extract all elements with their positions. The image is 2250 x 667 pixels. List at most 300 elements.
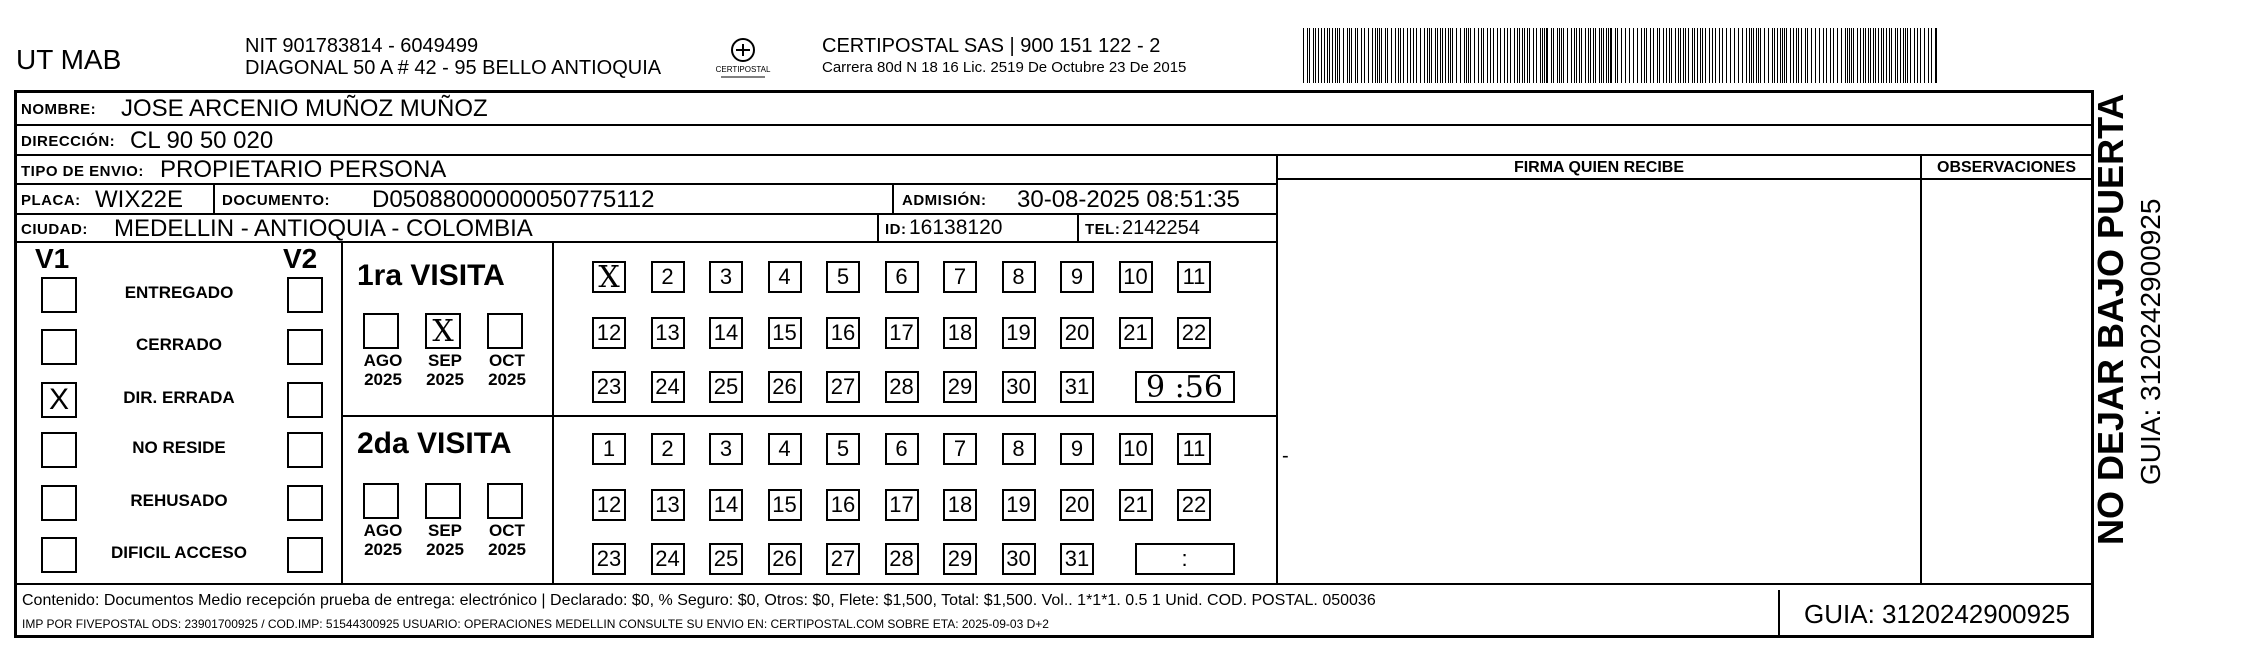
barcode-bar (1705, 28, 1706, 83)
day-box[interactable]: 22 (1177, 489, 1211, 521)
month-label (481, 351, 533, 389)
barcode-bar (1368, 28, 1369, 83)
day-box[interactable]: 21 (1119, 317, 1153, 349)
barcode-bar (1702, 28, 1703, 83)
barcode-bar (1307, 28, 1308, 83)
day-box[interactable]: 6 (885, 433, 919, 465)
visit-separator (341, 415, 1276, 417)
barcode-bar (1644, 28, 1645, 83)
barcode-bar (1351, 28, 1352, 83)
barcode-bar (1756, 28, 1757, 83)
plate-doc-row (17, 185, 1276, 215)
barcode-bar (1659, 28, 1660, 83)
barcode-bar (1403, 28, 1404, 83)
barcode-bar (1546, 28, 1548, 83)
barcode-bar (1790, 28, 1791, 83)
divider (1077, 215, 1079, 241)
day-box[interactable]: 15 (768, 317, 802, 349)
month-name: SEP (427, 521, 463, 540)
barcode-bar (1805, 28, 1806, 83)
document-label: DOCUMENTO: (222, 192, 331, 209)
status-v1-checkbox[interactable]: X (41, 382, 77, 418)
barcode-bar (1309, 28, 1310, 83)
month-label (419, 351, 471, 389)
barcode-bar (1863, 28, 1864, 83)
day-box[interactable]: 2 (651, 433, 685, 465)
day-box[interactable]: 19 (1002, 489, 1036, 521)
barcode-bar (1657, 28, 1658, 83)
day-box[interactable]: 28 (885, 371, 919, 403)
day-box[interactable]: 20 (1060, 489, 1094, 521)
day-box[interactable]: 8 (1002, 261, 1036, 293)
day-box[interactable]: 7 (943, 261, 977, 293)
barcode-bar (1845, 28, 1846, 83)
barcode-bar (1907, 28, 1908, 83)
day-box[interactable]: 3 (709, 261, 743, 293)
day-box[interactable]: 24 (651, 371, 685, 403)
shipment-type-row (17, 156, 1276, 185)
day-box[interactable]: 11 (1177, 261, 1211, 293)
barcode-bar (1663, 28, 1664, 83)
barcode-bar (1324, 28, 1325, 83)
status-v2-checkbox[interactable] (287, 432, 323, 468)
shipment-type: PROPIETARIO PERSONA (160, 156, 447, 183)
barcode-bar (1903, 28, 1904, 83)
barcode-bar (1445, 28, 1446, 83)
barcode-bar (1786, 28, 1787, 83)
barcode-bar (1510, 28, 1511, 83)
barcode-bar (1815, 28, 1816, 83)
month-checkbox[interactable] (425, 483, 461, 519)
day-box[interactable]: 31 (1060, 371, 1094, 403)
barcode-bar (1606, 28, 1607, 83)
recipient-address: CL 90 50 020 (130, 127, 274, 154)
barcode-bar (1507, 28, 1508, 83)
day-box[interactable]: 13 (651, 489, 685, 521)
certipostal-logo-icon (715, 36, 771, 82)
barcode-bar (1819, 28, 1820, 83)
barcode-bar (1722, 28, 1723, 83)
barcode-bar (1928, 28, 1929, 83)
barcode-bar (1847, 28, 1848, 83)
barcode-bar (1478, 28, 1479, 83)
day-box[interactable]: 23 (592, 371, 626, 403)
barcode-bar (1629, 28, 1630, 83)
barcode-bar (1474, 28, 1475, 83)
barcode-bar (1567, 28, 1568, 83)
barcode-bar (1557, 28, 1558, 83)
barcode-bar (1313, 28, 1314, 83)
barcode-bar (1782, 28, 1783, 83)
barcode-bar (1464, 28, 1465, 83)
barcode-bar (1527, 28, 1528, 83)
barcode-bar (1581, 28, 1582, 83)
barcode-bar (1753, 28, 1754, 83)
day-box[interactable]: 12 (592, 489, 626, 521)
barcode-bar (1381, 28, 1382, 83)
barcode-bar (1398, 28, 1399, 83)
barcode-bar (1774, 28, 1775, 83)
barcode-bar (1709, 28, 1710, 83)
barcode-bar (1841, 28, 1842, 83)
day-box[interactable]: 19 (1002, 317, 1036, 349)
status-label: DIFICIL ACCESO (110, 543, 247, 562)
barcode-bar (1579, 28, 1580, 83)
barcode-bar (1544, 28, 1545, 83)
day-box[interactable]: 5 (826, 261, 860, 293)
v2-header: V2 (283, 243, 318, 274)
barcode-bar (1751, 28, 1752, 83)
barcode-bar (1851, 28, 1852, 83)
day-box[interactable]: 9 (1060, 433, 1094, 465)
barcode-bar (1487, 28, 1488, 83)
status-v2-checkbox[interactable] (287, 329, 323, 365)
barcode-bar (1621, 28, 1622, 83)
barcode-bar (1700, 28, 1701, 83)
document-value: D05088000000050775112 (372, 186, 655, 213)
barcode-bar (1563, 28, 1564, 83)
barcode-bar (1576, 28, 1577, 83)
barcode-bar (1935, 28, 1937, 83)
barcode-bar (1680, 28, 1681, 83)
day-box[interactable]: 18 (943, 317, 977, 349)
day-box[interactable]: 21 (1119, 489, 1153, 521)
month-label (357, 351, 409, 389)
barcode-bar (1400, 28, 1401, 83)
time-box[interactable]: : (1135, 543, 1235, 575)
day-box[interactable]: 31 (1060, 543, 1094, 575)
barcode-bar (1875, 28, 1876, 83)
barcode-bar (1650, 28, 1651, 83)
day-box[interactable]: 8 (1002, 433, 1036, 465)
sender-nit: NIT 901783814 - 6049499 (245, 35, 479, 57)
barcode-bar (1347, 28, 1348, 83)
barcode-bar (1599, 28, 1600, 83)
tel-value: 2142254 (1122, 217, 1200, 239)
barcode-bar (1625, 28, 1626, 83)
barcode-bar (1574, 28, 1575, 83)
barcode-bar (1559, 28, 1560, 83)
barcode-bar (1387, 28, 1388, 83)
sender-address: DIAGONAL 50 A # 42 - 95 BELLO ANTIOQUIA (245, 57, 662, 79)
month-year: 2025 (364, 370, 402, 389)
barcode-bar (1593, 28, 1594, 83)
month-name: OCT (489, 351, 525, 370)
barcode-bar (1811, 28, 1812, 83)
barcode-bar (1497, 28, 1498, 83)
barcode-bar (1437, 28, 1438, 83)
day-box[interactable]: 4 (768, 261, 802, 293)
divider (892, 185, 894, 213)
barcode-bar (1675, 28, 1676, 83)
day-box[interactable]: 5 (826, 433, 860, 465)
day-box[interactable]: 29 (943, 371, 977, 403)
barcode-bar (1920, 28, 1921, 83)
barcode-bar (1798, 28, 1799, 83)
sender-name: UT MAB (16, 44, 122, 75)
barcode-bar (1715, 28, 1716, 83)
barcode-bar (1561, 28, 1562, 83)
day-box[interactable]: 4 (768, 433, 802, 465)
day-box[interactable]: 6 (885, 261, 919, 293)
day-box[interactable]: 24 (651, 543, 685, 575)
barcode-bar (1427, 28, 1428, 83)
barcode-bar (1410, 28, 1411, 83)
barcode-bar (1917, 28, 1918, 83)
visit-divider (552, 243, 554, 583)
barcode-bar (1826, 28, 1827, 83)
barcode-bar (1500, 28, 1501, 83)
barcode-bar (1646, 28, 1647, 83)
sender-info (245, 35, 661, 79)
admission-value: 30-08-2025 08:51:35 (1017, 186, 1240, 213)
barcode-bar (1860, 28, 1861, 83)
barcode-bar (1931, 28, 1932, 83)
barcode-bar (1873, 28, 1874, 83)
barcode-bar (1891, 28, 1892, 83)
month-checkbox[interactable] (487, 483, 523, 519)
id-value: 16138120 (909, 216, 1003, 239)
barcode-bar (1734, 28, 1735, 83)
barcode-bar (1571, 28, 1572, 83)
barcode-bar (1760, 28, 1761, 83)
barcode-bar (1514, 28, 1515, 83)
status-label: REHUSADO (130, 491, 228, 510)
status-label: DIR. ERRADA (123, 388, 235, 407)
day-box[interactable]: 14 (709, 489, 743, 521)
barcode-bar (1914, 28, 1915, 83)
barcode-bar (1504, 28, 1505, 83)
barcode-bar (1697, 28, 1698, 83)
month-name: AGO (363, 521, 403, 540)
day-box[interactable]: 10 (1119, 261, 1153, 293)
month-label (419, 521, 471, 559)
barcode-bar (1440, 28, 1441, 83)
day-box[interactable]: 14 (709, 317, 743, 349)
barcode-bar (1905, 28, 1906, 83)
status-label: ENTREGADO (124, 283, 234, 302)
company-license: Carrera 80d N 18 16 Lic. 2519 De Octubre 23 De 2015 (822, 59, 1187, 76)
barcode-bar (1738, 28, 1739, 83)
barcode-bar (1517, 28, 1518, 83)
barcode-bar (1749, 28, 1750, 83)
barcode-bar (1900, 28, 1901, 83)
barcode-bar (1407, 28, 1408, 83)
barcode-bar (1435, 28, 1436, 83)
barcode-bar (1522, 28, 1523, 83)
type-label: TIPO DE ENVIO: (21, 163, 144, 180)
barcode-bar (1603, 28, 1604, 83)
day-box[interactable]: 20 (1060, 317, 1094, 349)
recipient-name: JOSE ARCENIO MUÑOZ MUÑOZ (121, 95, 488, 122)
barcode-bar (1364, 28, 1365, 83)
stray-mark: ‑ (1282, 445, 1289, 467)
day-box[interactable]: 23 (592, 543, 626, 575)
barcode-bar (1777, 28, 1778, 83)
observations-left-border (1920, 156, 1922, 583)
time-box[interactable]: 9 :56 (1135, 371, 1235, 403)
month-checkbox[interactable] (363, 313, 399, 349)
day-box[interactable]: 11 (1177, 433, 1211, 465)
day-box[interactable]: 16 (826, 489, 860, 521)
footer-contents: Contenido: Documentos Medio recepción prueba de entrega: electrónico | Declarado: $0, % Seguro: $0, Otros: $0, Flete: $1,500, Total: $1,500. Vol.. 1*1*1. 0.5 1 Unid. COD. POSTAL. 050036 (22, 592, 1376, 609)
day-box[interactable]: 30 (1002, 371, 1036, 403)
city-value: MEDELLIN - ANTIOQUIA - COLOMBIA (114, 215, 533, 242)
day-box[interactable]: 1 (592, 433, 626, 465)
barcode-bar (1653, 28, 1654, 83)
day-box[interactable]: X (592, 261, 626, 293)
barcode-bar (1466, 28, 1467, 83)
barcode-bar (1303, 28, 1304, 83)
plate-value: WIX22E (95, 186, 184, 213)
barcode-bar (1692, 28, 1693, 83)
barcode-bar (1671, 28, 1672, 83)
barcode-bar (1395, 28, 1396, 83)
month-name: SEP (427, 351, 463, 370)
barcode-bar (1857, 28, 1858, 83)
barcode-bar (1746, 28, 1747, 83)
barcode-bar (1694, 28, 1695, 83)
month-checkbox[interactable] (363, 483, 399, 519)
day-box[interactable]: 3 (709, 433, 743, 465)
barcode-bar (1830, 28, 1831, 83)
day-box[interactable]: 18 (943, 489, 977, 521)
month-year: 2025 (488, 540, 526, 559)
month-year: 2025 (364, 540, 402, 559)
city-row (17, 215, 1276, 243)
barcode-bar (1420, 28, 1421, 83)
barcode-bar (1357, 28, 1358, 83)
barcode-bar (1553, 28, 1554, 83)
barcode-bar (1849, 28, 1850, 83)
barcode-bar (1431, 28, 1432, 83)
barcode-bar (1483, 28, 1484, 83)
day-box[interactable]: 16 (826, 317, 860, 349)
month-year: 2025 (426, 370, 464, 389)
barcode-bar (1379, 28, 1380, 83)
barcode-bar (1321, 28, 1322, 83)
tel-label: TEL: (1085, 221, 1121, 238)
barcode-bar (1377, 28, 1378, 83)
barcode-bar (1519, 28, 1520, 83)
day-box[interactable]: 9 (1060, 261, 1094, 293)
barcode-bar (1823, 28, 1824, 83)
status-v2-checkbox[interactable] (287, 537, 323, 573)
plate-label: PLACA: (21, 192, 81, 209)
barcode-bar (1807, 28, 1808, 83)
admission-label: ADMISIÓN: (902, 192, 987, 209)
barcode-bar (1391, 28, 1392, 83)
side-guia: GUIA: 3120242900925 (2135, 198, 2166, 485)
barcode-bar (1456, 28, 1457, 83)
status-v2-checkbox[interactable] (287, 277, 323, 313)
day-box[interactable]: 12 (592, 317, 626, 349)
barcode-bar (1688, 28, 1689, 83)
day-box[interactable]: 13 (651, 317, 685, 349)
month-name: AGO (363, 351, 403, 370)
footer-rule (17, 583, 2091, 585)
month-checkbox[interactable] (487, 313, 523, 349)
barcode-bar (1865, 28, 1866, 83)
company-name: CERTIPOSTAL SAS | 900 151 122 - 2 (822, 35, 1161, 57)
day-box[interactable]: 28 (885, 543, 919, 575)
day-box[interactable]: 26 (768, 543, 802, 575)
footer-guia: GUIA: 3120242900925 (1778, 590, 2094, 638)
status-v2-checkbox[interactable] (287, 382, 323, 418)
month-year: 2025 (488, 370, 526, 389)
barcode-bar (1332, 28, 1333, 83)
barcode-bar (1801, 28, 1802, 83)
barcode-bar (1329, 28, 1330, 83)
month-checkbox[interactable]: X (425, 313, 461, 349)
barcode-bar (1481, 28, 1482, 83)
month-name: OCT (489, 521, 525, 540)
day-box[interactable]: 17 (885, 489, 919, 521)
day-box[interactable]: 29 (943, 543, 977, 575)
barcode-bar (1355, 28, 1356, 83)
divider (877, 215, 879, 241)
day-box[interactable]: 25 (709, 371, 743, 403)
barcode-bar (1886, 28, 1887, 83)
logo-text: CERTIPOSTAL (715, 65, 771, 74)
day-box[interactable]: 17 (885, 317, 919, 349)
signature-left-border (1276, 156, 1278, 583)
barcode-bar (1442, 28, 1443, 83)
barcode-bar (1429, 28, 1430, 83)
barcode-bar (1529, 28, 1530, 83)
barcode-bar (1468, 28, 1469, 83)
barcode-bar (1678, 28, 1679, 83)
barcode-bar (1617, 28, 1618, 83)
shipping-form (14, 90, 2094, 638)
barcode-bar (1712, 28, 1713, 83)
barcode-bar (1343, 28, 1344, 83)
status-v2-checkbox[interactable] (287, 485, 323, 521)
day-box[interactable]: 27 (826, 371, 860, 403)
day-box[interactable]: 2 (651, 261, 685, 293)
barcode-bar (1610, 28, 1612, 83)
footer-print-info: IMP POR FIVEPOSTAL ODS: 23901700925 / COD.IMP: 51544300925 USUARIO: OPERACIONES MEDELLIN CONSULTE SU ENVIO EN: CERTIPOSTAL.COM SOBRE ETA: 2025-09-03 D+2 (22, 617, 1049, 631)
barcode-bar (1424, 28, 1425, 83)
day-box[interactable]: 22 (1177, 317, 1211, 349)
barcode-bar (1641, 28, 1642, 83)
month-year: 2025 (426, 540, 464, 559)
barcode-bar (1683, 28, 1684, 83)
side-notice: NO DEJAR BAJO PUERTA (2090, 93, 2131, 545)
day-box[interactable]: 27 (826, 543, 860, 575)
barcode-bar (1349, 28, 1350, 83)
day-box[interactable]: 7 (943, 433, 977, 465)
month-label (481, 521, 533, 559)
barcode-bar (1448, 28, 1449, 83)
day-box[interactable]: 25 (709, 543, 743, 575)
v1-header: V1 (35, 243, 70, 274)
barcode-bar (1742, 28, 1743, 83)
id-label: ID: (885, 221, 907, 238)
observations-column-header: OBSERVACIONES (1937, 159, 2076, 176)
column-header-rule (1276, 178, 2091, 180)
recipient-name-row (17, 93, 2091, 126)
day-box[interactable]: 26 (768, 371, 802, 403)
barcode-bar (1452, 28, 1453, 83)
day-box[interactable]: 15 (768, 489, 802, 521)
barcode-bar (1490, 28, 1491, 83)
day-box[interactable]: 10 (1119, 433, 1153, 465)
address-label: DIRECCIÓN: (21, 133, 116, 150)
day-box[interactable]: 30 (1002, 543, 1036, 575)
barcode-bar (1339, 28, 1340, 83)
barcode-bar (1540, 28, 1541, 83)
